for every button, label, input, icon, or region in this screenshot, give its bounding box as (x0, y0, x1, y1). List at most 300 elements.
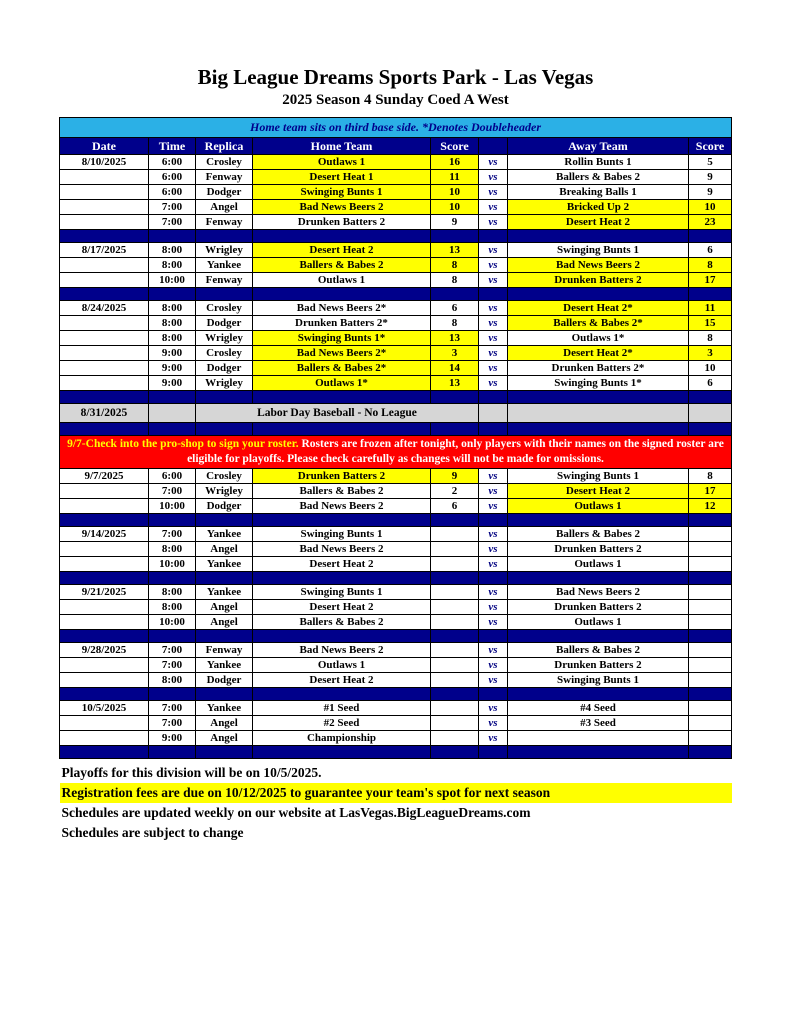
game-row (60, 215, 732, 230)
separator-cell (253, 630, 431, 643)
col-header-away-score: Score (689, 138, 732, 155)
away-score-cell (689, 527, 732, 542)
home-team-cell: Ballers & Babes 2 (253, 615, 431, 630)
home-score-cell: 10 (431, 200, 479, 215)
home-score-cell (431, 585, 479, 600)
separator-cell (196, 391, 253, 404)
separator-cell (149, 230, 196, 243)
home-team-cell: #1 Seed (253, 701, 431, 716)
away-score-cell: 3 (689, 346, 732, 361)
time-cell: 8:00 (149, 243, 196, 258)
time-cell: 8:00 (149, 316, 196, 331)
home-score-cell (431, 557, 479, 572)
separator-cell (60, 423, 149, 436)
separator-cell (431, 572, 479, 585)
time-cell: 8:00 (149, 673, 196, 688)
away-team-cell: Outlaws 1 (508, 557, 689, 572)
separator-cell (196, 688, 253, 701)
time-cell: 8:00 (149, 301, 196, 316)
away-team-cell: Desert Heat 2 (508, 484, 689, 499)
home-score-cell: 6 (431, 301, 479, 316)
roster-alert-text (60, 436, 732, 469)
vs-cell: vs (479, 701, 508, 716)
separator-cell (689, 288, 732, 301)
date-cell (60, 185, 149, 200)
footer-notes (60, 763, 732, 843)
replica-cell: Crosley (196, 155, 253, 170)
away-score-cell (689, 731, 732, 746)
notice-message-cell: Labor Day Baseball - No League (196, 404, 479, 423)
home-score-cell (431, 542, 479, 557)
away-score-cell: 12 (689, 499, 732, 514)
home-team-cell: Swinging Bunts 1 (253, 185, 431, 200)
away-team-cell (508, 404, 689, 423)
vs-cell: vs (479, 469, 508, 484)
labor-day-notice-row (60, 404, 732, 423)
away-team-cell: Bricked Up 2 (508, 200, 689, 215)
home-team-cell: Bad News Beers 2 (253, 200, 431, 215)
away-score-cell (689, 557, 732, 572)
time-cell: 7:00 (149, 658, 196, 673)
time-cell: 6:00 (149, 469, 196, 484)
vs-cell: vs (479, 346, 508, 361)
roster-alert-lead: 9/7-Check into the pro-shop to sign your roster. (67, 438, 299, 450)
separator-cell (431, 688, 479, 701)
separator-cell (508, 688, 689, 701)
home-team-cell: Desert Heat 2 (253, 243, 431, 258)
away-team-cell: Swinging Bunts 1 (508, 469, 689, 484)
footer-line: Registration fees are due on 10/12/2025 to guarantee your team's spot for next season (60, 783, 732, 803)
away-team-cell: Drunken Batters 2 (508, 542, 689, 557)
separator-cell (60, 746, 149, 759)
vs-cell: vs (479, 376, 508, 391)
home-score-cell: 13 (431, 376, 479, 391)
separator-cell (431, 391, 479, 404)
separator-cell (196, 423, 253, 436)
home-score-cell (431, 716, 479, 731)
away-score-cell: 8 (689, 469, 732, 484)
home-score-cell: 6 (431, 499, 479, 514)
col-header-date: Date (60, 138, 149, 155)
vs-cell: vs (479, 273, 508, 288)
separator-cell (479, 514, 508, 527)
away-team-cell: Swinging Bunts 1 (508, 243, 689, 258)
away-score-cell: 15 (689, 316, 732, 331)
vs-cell: vs (479, 527, 508, 542)
page-subtitle: 2025 Season 4 Sunday Coed A West (282, 92, 509, 108)
date-cell (60, 658, 149, 673)
separator-cell (253, 391, 431, 404)
separator-cell (689, 630, 732, 643)
separator-cell (689, 423, 732, 436)
replica-cell: Wrigley (196, 331, 253, 346)
away-team-cell: Ballers & Babes 2 (508, 170, 689, 185)
col-header-time: Time (149, 138, 196, 155)
home-team-cell: Desert Heat 2 (253, 673, 431, 688)
game-row (60, 484, 732, 499)
away-score-cell (689, 615, 732, 630)
game-row (60, 316, 732, 331)
separator-cell (431, 288, 479, 301)
separator-cell (253, 514, 431, 527)
away-score-cell: 10 (689, 200, 732, 215)
time-cell: 7:00 (149, 643, 196, 658)
away-score-cell (689, 701, 732, 716)
home-score-cell: 11 (431, 170, 479, 185)
replica-cell: Wrigley (196, 484, 253, 499)
away-team-cell: Drunken Batters 2 (508, 600, 689, 615)
separator-cell (508, 288, 689, 301)
home-score-cell (431, 658, 479, 673)
replica-cell: Angel (196, 600, 253, 615)
replica-cell: Dodger (196, 361, 253, 376)
separator-row (60, 423, 732, 436)
home-score-cell: 8 (431, 273, 479, 288)
replica-cell: Angel (196, 542, 253, 557)
time-cell: 8:00 (149, 542, 196, 557)
game-row (60, 469, 732, 484)
time-cell: 7:00 (149, 527, 196, 542)
home-team-cell: Swinging Bunts 1 (253, 585, 431, 600)
replica-cell: Yankee (196, 557, 253, 572)
replica-cell: Angel (196, 716, 253, 731)
separator-cell (689, 391, 732, 404)
home-team-cell: Ballers & Babes 2 (253, 258, 431, 273)
game-row (60, 258, 732, 273)
home-score-cell: 2 (431, 484, 479, 499)
replica-cell: Angel (196, 200, 253, 215)
separator-cell (149, 630, 196, 643)
separator-cell (149, 688, 196, 701)
replica-cell: Fenway (196, 170, 253, 185)
date-cell: 9/14/2025 (60, 527, 149, 542)
separator-row (60, 230, 732, 243)
vs-cell: vs (479, 716, 508, 731)
vs-cell: vs (479, 585, 508, 600)
time-cell: 9:00 (149, 346, 196, 361)
home-score-cell: 9 (431, 215, 479, 230)
away-team-cell: Bad News Beers 2 (508, 258, 689, 273)
game-row (60, 170, 732, 185)
away-score-cell: 6 (689, 243, 732, 258)
separator-cell (479, 391, 508, 404)
game-row (60, 331, 732, 346)
replica-cell: Fenway (196, 643, 253, 658)
vs-cell: vs (479, 615, 508, 630)
vs-cell: vs (479, 215, 508, 230)
away-team-cell: Ballers & Babes 2* (508, 316, 689, 331)
away-score-cell (689, 585, 732, 600)
vs-cell: vs (479, 331, 508, 346)
date-cell (60, 716, 149, 731)
separator-cell (689, 514, 732, 527)
home-score-cell: 14 (431, 361, 479, 376)
separator-cell (60, 514, 149, 527)
vs-cell: vs (479, 600, 508, 615)
away-team-cell: #3 Seed (508, 716, 689, 731)
separator-row (60, 746, 732, 759)
time-cell: 8:00 (149, 258, 196, 273)
info-banner (60, 118, 732, 138)
separator-cell (508, 514, 689, 527)
away-score-cell (689, 658, 732, 673)
date-cell (60, 346, 149, 361)
date-cell (60, 170, 149, 185)
vs-cell: vs (479, 643, 508, 658)
away-score-cell: 11 (689, 301, 732, 316)
separator-cell (431, 514, 479, 527)
away-score-cell (689, 643, 732, 658)
date-cell (60, 499, 149, 514)
separator-cell (60, 288, 149, 301)
vs-cell (479, 404, 508, 423)
away-team-cell: Outlaws 1 (508, 499, 689, 514)
separator-cell (60, 391, 149, 404)
game-row (60, 542, 732, 557)
separator-cell (253, 746, 431, 759)
separator-cell (253, 688, 431, 701)
game-row (60, 376, 732, 391)
home-score-cell (431, 643, 479, 658)
game-row (60, 643, 732, 658)
home-score-cell: 8 (431, 258, 479, 273)
separator-cell (479, 572, 508, 585)
game-row (60, 731, 732, 746)
date-cell (60, 215, 149, 230)
date-cell (60, 258, 149, 273)
date-cell (60, 376, 149, 391)
date-cell (60, 331, 149, 346)
away-score-cell (689, 600, 732, 615)
separator-cell (479, 423, 508, 436)
replica-cell: Crosley (196, 301, 253, 316)
game-row (60, 273, 732, 288)
home-score-cell: 8 (431, 316, 479, 331)
time-cell: 8:00 (149, 331, 196, 346)
separator-row (60, 391, 732, 404)
vs-cell: vs (479, 316, 508, 331)
separator-cell (431, 746, 479, 759)
away-team-cell: #4 Seed (508, 701, 689, 716)
away-score-cell: 8 (689, 258, 732, 273)
vs-cell: vs (479, 301, 508, 316)
game-row (60, 600, 732, 615)
separator-cell (196, 746, 253, 759)
footer-line: Schedules are subject to change (61, 825, 244, 840)
home-score-cell (431, 615, 479, 630)
time-cell: 10:00 (149, 273, 196, 288)
away-team-cell: Breaking Balls 1 (508, 185, 689, 200)
separator-cell (689, 688, 732, 701)
separator-row (60, 630, 732, 643)
home-team-cell: Bad News Beers 2* (253, 301, 431, 316)
replica-cell: Yankee (196, 527, 253, 542)
game-row (60, 185, 732, 200)
away-score-cell (689, 404, 732, 423)
away-team-cell (508, 731, 689, 746)
separator-cell (196, 572, 253, 585)
separator-row (60, 572, 732, 585)
separator-cell (431, 630, 479, 643)
date-cell (60, 200, 149, 215)
away-team-cell: Desert Heat 2* (508, 346, 689, 361)
separator-cell (508, 391, 689, 404)
time-cell: 6:00 (149, 170, 196, 185)
separator-row (60, 514, 732, 527)
date-cell (60, 542, 149, 557)
home-team-cell: Drunken Batters 2 (253, 215, 431, 230)
home-score-cell: 13 (431, 331, 479, 346)
home-score-cell (431, 527, 479, 542)
col-header-vs (479, 138, 508, 155)
date-cell: 8/24/2025 (60, 301, 149, 316)
vs-cell: vs (479, 484, 508, 499)
game-row (60, 673, 732, 688)
separator-cell (196, 288, 253, 301)
game-row (60, 301, 732, 316)
replica-cell: Yankee (196, 585, 253, 600)
table-header-row (60, 138, 732, 155)
time-cell: 10:00 (149, 499, 196, 514)
time-cell: 6:00 (149, 155, 196, 170)
replica-cell: Yankee (196, 701, 253, 716)
vs-cell: vs (479, 731, 508, 746)
home-team-cell: Outlaws 1 (253, 658, 431, 673)
home-team-cell: Outlaws 1* (253, 376, 431, 391)
away-score-cell: 17 (689, 273, 732, 288)
date-cell: 8/17/2025 (60, 243, 149, 258)
vs-cell: vs (479, 499, 508, 514)
date-cell: 8/10/2025 (60, 155, 149, 170)
home-team-cell: Outlaws 1 (253, 273, 431, 288)
separator-cell (689, 230, 732, 243)
home-team-cell: Swinging Bunts 1* (253, 331, 431, 346)
info-banner-text: Home team sits on third base side. *Denotes Doubleheader (60, 118, 732, 138)
away-score-cell: 8 (689, 331, 732, 346)
schedule-table (59, 117, 732, 759)
replica-cell: Angel (196, 615, 253, 630)
separator-cell (479, 288, 508, 301)
game-row (60, 615, 732, 630)
replica-cell: Crosley (196, 469, 253, 484)
separator-cell (196, 514, 253, 527)
away-score-cell: 9 (689, 185, 732, 200)
date-cell: 9/21/2025 (60, 585, 149, 600)
time-cell: 10:00 (149, 615, 196, 630)
away-team-cell: Bad News Beers 2 (508, 585, 689, 600)
home-team-cell: Drunken Batters 2* (253, 316, 431, 331)
separator-cell (149, 288, 196, 301)
replica-cell: Wrigley (196, 243, 253, 258)
away-score-cell: 5 (689, 155, 732, 170)
home-team-cell: Desert Heat 2 (253, 557, 431, 572)
separator-cell (253, 230, 431, 243)
away-score-cell: 17 (689, 484, 732, 499)
vs-cell: vs (479, 658, 508, 673)
separator-cell (479, 746, 508, 759)
separator-cell (196, 630, 253, 643)
time-cell: 8:00 (149, 585, 196, 600)
away-score-cell (689, 673, 732, 688)
vs-cell: vs (479, 243, 508, 258)
col-header-home-team: Home Team (253, 138, 431, 155)
date-cell: 10/5/2025 (60, 701, 149, 716)
away-team-cell: Swinging Bunts 1* (508, 376, 689, 391)
separator-cell (60, 572, 149, 585)
game-row (60, 557, 732, 572)
footer-line: Playoffs for this division will be on 10/5/2025. (61, 765, 322, 780)
separator-cell (479, 688, 508, 701)
vs-cell: vs (479, 200, 508, 215)
separator-cell (60, 630, 149, 643)
separator-cell (508, 630, 689, 643)
home-score-cell (431, 701, 479, 716)
separator-cell (689, 746, 732, 759)
time-cell: 7:00 (149, 215, 196, 230)
separator-cell (508, 423, 689, 436)
replica-cell: Dodger (196, 185, 253, 200)
col-header-home-score: Score (431, 138, 479, 155)
vs-cell: vs (479, 170, 508, 185)
separator-cell (431, 423, 479, 436)
home-team-cell: Bad News Beers 2 (253, 643, 431, 658)
away-team-cell: Drunken Batters 2 (508, 273, 689, 288)
away-team-cell: Ballers & Babes 2 (508, 527, 689, 542)
time-cell: 7:00 (149, 716, 196, 731)
date-cell (60, 557, 149, 572)
time-cell: 10:00 (149, 557, 196, 572)
away-team-cell: Rollin Bunts 1 (508, 155, 689, 170)
away-score-cell (689, 542, 732, 557)
separator-cell (508, 572, 689, 585)
date-cell: 9/7/2025 (60, 469, 149, 484)
replica-cell: Angel (196, 731, 253, 746)
home-team-cell: Bad News Beers 2 (253, 542, 431, 557)
replica-cell: Fenway (196, 273, 253, 288)
date-cell (60, 361, 149, 376)
date-cell (60, 600, 149, 615)
time-cell (149, 404, 196, 423)
date-cell (60, 615, 149, 630)
vs-cell: vs (479, 258, 508, 273)
date-cell (60, 731, 149, 746)
game-row (60, 200, 732, 215)
separator-row (60, 288, 732, 301)
separator-cell (253, 288, 431, 301)
game-row (60, 701, 732, 716)
date-cell (60, 316, 149, 331)
separator-cell (196, 230, 253, 243)
time-cell: 7:00 (149, 484, 196, 499)
time-cell: 7:00 (149, 200, 196, 215)
game-row (60, 585, 732, 600)
time-cell: 6:00 (149, 185, 196, 200)
col-header-replica: Replica (196, 138, 253, 155)
time-cell: 9:00 (149, 361, 196, 376)
replica-cell: Dodger (196, 316, 253, 331)
col-header-away-team: Away Team (508, 138, 689, 155)
game-row (60, 658, 732, 673)
home-team-cell: Ballers & Babes 2 (253, 484, 431, 499)
roster-alert-row (60, 436, 732, 469)
game-row (60, 155, 732, 170)
replica-cell: Wrigley (196, 376, 253, 391)
date-cell (60, 273, 149, 288)
separator-cell (149, 746, 196, 759)
game-row (60, 361, 732, 376)
replica-cell: Crosley (196, 346, 253, 361)
vs-cell: vs (479, 155, 508, 170)
